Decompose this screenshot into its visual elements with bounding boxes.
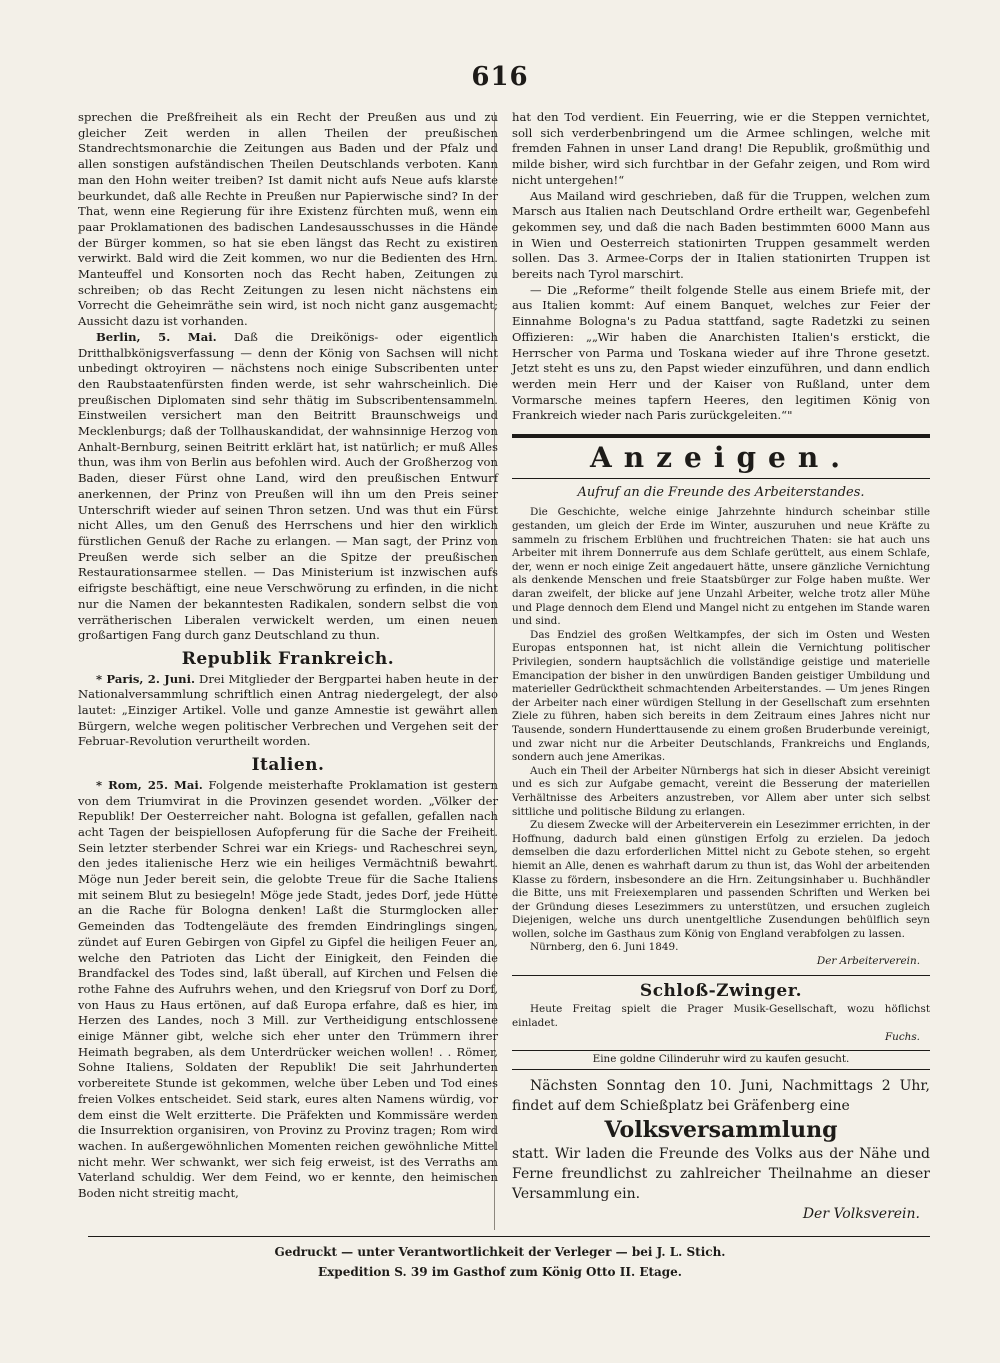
- anzeigen-rule: [512, 478, 930, 479]
- page-number: 616: [471, 62, 529, 92]
- volksversammlung-ad: [512, 1076, 930, 1224]
- aufruf-paragraph: Auch ein Theil der Arbeiter Nürnbergs hat sich in dieser Absicht vereinigt und es sich zur Aufgabe gemacht, vereint die Besserung der materiellen Verhältnisse des Arbeiters anzustreben, vor Allem aber unter sich selbst sittliche und politische Bildung zu erlangen.: [512, 764, 930, 818]
- volks-text-1: Nächsten Sonntag den 10. Juni, Nachmittags 2 Uhr, findet auf dem Schießplatz bei Gräfenberg eine: [512, 1077, 930, 1114]
- aufruf-paragraph: Das Endziel des großen Weltkampfes, der sich im Osten und Westen Europas entsponnen hat, ist nicht allein die Vernichtung politischer Privilegien, sondern hauptsächlich die vollständige geistige und materielle Emancipation der bisher in den unwürdigen Banden geistiger Umbildung und materieller Gedrücktheit schmachtenden Arbeiterstandes. — Um jenes Ringen der Arbeiter nach einer würdigen Stellung in der Gesellschaft zum ersehnten Ziele zu führen, haben sich bereits in dem Zeitraum eines Jahres nicht nur Tausende, sondern Hunderttausende zu einem großen Bruderbunde vereinigt, und zwar nicht nur die Arbeiter Deutschlands, Frankreichs und Englands, sondern auch jene Amerikas.: [512, 628, 930, 764]
- aufruf-paragraph: Die Geschichte, welche einige Jahrzehnte hindurch scheinbar stille gestanden, um gleich der Erde im Winter, auszuruhen und neue Kräfte zu sammeln zu frischem Erblühen und fruchtreichen Thaten: sie hat auch uns Arbeiter mit ihrem Donnerrufe aus dem Schlafe gerüttelt, aus einem Schlafe, der, wenn er noch einige Zeit angedauert hätte, unsere gänzliche Vernichtung als denkende Menschen und freie Staatsbürger zur Folge haben mußte. Wer daran zweifelt, der blicke auf jene Unzahl Arbeiter, welche trotz aller Mühe und Plage dennoch dem Elend und Mangel nicht zu entgehen im Stande waren und sind.: [512, 506, 930, 628]
- article-rom-continued: hat den Tod verdient. Ein Feuerring, wie er die Steppen vernichtet, soll sich verderbenbringend um die Armee schlingen, welche mit fremden Fahnen in unser Land drang! Die Republik, großmüthig und milde bisher, wird sich furchtbar in der Gefahr zeigen, und Rom wird nicht untergehen!“: [512, 110, 930, 187]
- volks-signature: Der Volksverein.: [802, 1205, 920, 1222]
- dateline-rom: * Rom, 25. Mai.: [96, 777, 203, 792]
- imprint-line-1: Gedruckt — unter Verantwortlichkeit der Verleger — bei J. L. Stich.: [274, 1245, 726, 1259]
- article-paris: [78, 672, 498, 751]
- right-column: [512, 110, 930, 1224]
- section-rule: [512, 434, 930, 438]
- zwinger-signature: Fuchs.: [884, 1030, 920, 1043]
- left-column: [78, 110, 498, 1202]
- aufruf-paragraph: Zu diesem Zwecke will der Arbeiterverein ein Lesezimmer errichten, in der Hoffnung, dadurch bald einen günstigen Erfolg zu erzielen. Da jedoch demselben die dazu erforderlichen Mittel nicht zu Gebote stehen, so ergeht hiemit an Alle, denen es wahrhaft darum zu thun ist, das Wohl der arbeitenden Klasse zu fördern, insbesondere an die Hrn. Zeitungsinhaber u. Buchhändler die Bitte, uns mit Freiexemplaren und passenden Schriften und Werken bei der Gründung dieses Lesezimmers zu unterstützen, und ersuchen zugleich Diejenigen, welche uns durch unentgeltliche Zusendungen behülflich seyn wollen, solche im Gasthaus zum König von England verabfolgen zu lassen.: [512, 819, 930, 940]
- volks-text-2: statt. Wir laden die Freunde des Volks aus der Nähe und Ferne freundlichst zu zahlreicher Theilnahme an dieser Versammlung ein.: [512, 1145, 930, 1202]
- heading-italien: Italien.: [251, 755, 325, 776]
- aufruf-signature: Der Arbeiterverein.: [816, 955, 920, 968]
- heading-frankreich: Republik Frankreich.: [181, 648, 395, 669]
- article-paris-text: Drei Mitglieder der Bergpartei haben heute in der Nationalversammlung schriftlich einen Antrag niedergelegt, der also lautet: „Einziger Artikel. Volle und ganze Amnestie ist gewährt allen Bürgern, welche wegen politischer Verbrechen und Vergehen seit der Februar-Revolution verurtheilt worden.: [78, 671, 498, 749]
- ad-rule: [512, 975, 930, 976]
- imprint-line-2: Expedition S. 39 im Gasthof zum König Otto II. Etage.: [318, 1265, 682, 1279]
- zwinger-text: Heute Freitag spielt die Prager Musik-Gesellschaft, wozu höflichst einladet.: [512, 1003, 930, 1029]
- imprint: [0, 1242, 1000, 1282]
- dateline-paris: * Paris, 2. Juni.: [96, 671, 196, 686]
- uhr-ad: Eine goldne Cilinderuhr wird zu kaufen gesucht.: [512, 1050, 930, 1070]
- heading-anzeigen: Anzeigen.: [590, 441, 852, 475]
- volks-title: Volksversammlung: [604, 1116, 838, 1143]
- article-berlin-text: Daß die Dreikönigs- oder eigentlich Dritthalbkönigsverfassung — denn der König von Sachsen will nicht unbedingt oktroyiren — nächstens noch einige Subscribenten unter den Raubstaatenfürsten finden werde, ist sehr wahrscheinlich. Die preußischen Diplomaten sind sehr thätig im Subscribentensammeln. Einstweilen versichert man den Beitritt Braunschweigs und Mecklenburgs; daß der Tollhauskandidat, der wahnsinnige Herzog von Anhalt-Bernburg, seinen Beitritt erklärt hat, ist natürlich; er muß Alles thun, was ihm von Berlin aus befohlen wird. Auch der Großherzog von Baden, dieser Fürst ohne Land, wird den preußischen Entwurf anerkennen, der Prinz von Preußen will ihn um den Preis seiner Unterschrift wieder auf seinen Thron setzen. Und was thut ein Fürst nicht Alles, um den Genuß des Herrschens und hier den wirklich fürstlichen Genuß der Rache zu erlangen. — Man sagt, der Prinz von Preußen werde sich selber an die Spitze der preußischen Restaurationsarmee stellen. — Das Ministerium ist inzwischen aufs eifrigste beschäftigt, eine neue Verschwörung zu erfinden, in die nicht nur die Namen der bekanntesten Radikalen, sondern selbst die von verrätherischen Liberalen verwickelt werden, um einen neuen großartigen Fang durch ganz Deutschland zu thun.: [78, 329, 499, 643]
- article-berlin: [78, 330, 498, 644]
- zwinger-ad: [512, 1003, 930, 1044]
- article-rom-text: Folgende meisterhafte Proklamation ist gestern von dem Triumvirat in die Provinzen gesendet worden. „Völker der Republik! Der Oesterreicher naht. Bologna ist gefallen, gefallen nach acht Tagen der beispiellosen Aufopferung für die Sache der Freiheit. Sein letzter sterbender Schrei war ein Kriegs- und Racheschrei seyn, den jedes italienische Herz wie ein heiliges Vermächtniß bewahrt. Möge nun Jeder bereit sein, die gelobte Treue für die Sache Italiens mit seinem Blut zu besiegeln! Möge jede Stadt, jedes Dorf, jede Hütte an die Rache für Bologna denken! Laßt die Sturmglocken aller Gemeinden das Todtengeläute des fremden Eindringlings singen, zündet auf Euren Gebirgen von Gipfel zu Gipfel die heiligen Feuer an, welche den Patrioten das Licht der Einigkeit, den Feinden die Brandfackel des Todes sind, laßt überall, auf Kirchen und Felsen die rothe Fahne des Aufruhrs wehen, und den Kriegsruf von Dorf zu Dorf, von Haus zu Haus ertönen, auf daß Europa erfahre, daß es hier, im Herzen des Landes, noch 3 Mill. zur Vertheidigung entschlossene einige Männer gibt, welche sich eher unter den Trümmern ihrer Heimath begraben, als dem Unterdrücker weichen wollen! . . Römer, Sohne Italiens, Soldaten der Republik! Die seit Jahrhunderten vorbereitete Stunde ist gekommen, welche über Leben und Tod eines freien Volkes entscheidet. Seid stark, eures alten Namens würdig, vor dem einst die Welt erzitterte. Die Präfekten und Kommissäre werden die Insurrektion organisiren, von Provinz zu Provinz tragen; Rom wird wachen. In außergewöhnlichen Momenten reichen gewöhnliche Mittel nicht mehr. Wer schwankt, wer sich feig erweist, ist des Verraths am Vaterland schuldig. Wer dem Feind, wo er kennte, den heimischen Boden nicht streitig macht,: [78, 777, 498, 1201]
- article-mailand: Aus Mailand wird geschrieben, daß für die Truppen, welchen zum Marsch aus Italien nach Deutschland Ordre ertheilt war, Gegenbefehl gekommen sey, und daß die nach Baden bestimmten 6000 Mann aus in Wien und Oesterreich stationirten Truppen gesammelt werden sollen. Das 3. Armee-Corps der in Italien stationirten Truppen ist bereits nach Tyrol marschirt.: [512, 188, 930, 282]
- footer-rule: [88, 1236, 930, 1237]
- zwinger-title: Schloß-Zwinger.: [639, 980, 803, 1001]
- article-reforme: — Die „Reforme“ theilt folgende Stelle aus einem Briefe mit, der aus Italien kommt: Auf einem Banquet, welches zur Feier der Einnahme Bologna's zu Padua stattfand, sagte Radetzki zu seinen Offizieren: „„Wir haben die Anarchisten Italien's erstickt, die Herrscher von Parma und Toskana wieder auf ihre Throne gesetzt. Jetzt steht es uns zu, den Papst wieder einzuführen, und dann endlich werden mein Herr und der Kaiser von Rußland, unter dem Vormarsche meines tapfern Heeres, den legitimen König von Frankreich wieder nach Paris zurückgeleiten.“": [512, 282, 930, 423]
- aufruf-title: Aufruf an die Freunde des Arbeiterstandes.: [577, 484, 865, 500]
- aufruf-date: Nürnberg, den 6. Juni 1849.: [530, 941, 679, 954]
- dateline-berlin: Berlin, 5. Mai.: [96, 329, 217, 344]
- article-pressfreiheit: sprechen die Preßfreiheit als ein Recht der Preußen aus und zu gleicher Zeit werden in allen Theilen der preußischen Standrechtsmonarchie die Zeitungen aus Baden und der Pfalz und allen sonstigen aufständischen Theilen Deutschlands verboten. Kann man den Hohn weiter treiben? Ist damit nicht aufs Neue aufs klarste beurkundet, daß alle Rechte in Preußen nur Papierwische sind? In der That, wenn eine Regierung für ihre Existenz fürchten muß, wenn ein paar Proklamationen des badischen Landesausschusses in die Hände der Bürger kommen, so hat sie eben längst das Recht zu existiren verwirkt. Bald wird die Zeit kommen, wo nur die Bedienten des Hrn. Manteuffel und Konsorten noch das Recht haben, Zeitungen zu schreiben; ob das Recht Zeitungen zu lesen nicht nächstens ein Vorrecht die Geheimräthe sein wird, ist noch nicht ganz ausgemacht; Aussicht dazu ist vorhanden.: [78, 110, 498, 329]
- aufruf-body: [512, 506, 930, 968]
- article-rom: [78, 778, 498, 1202]
